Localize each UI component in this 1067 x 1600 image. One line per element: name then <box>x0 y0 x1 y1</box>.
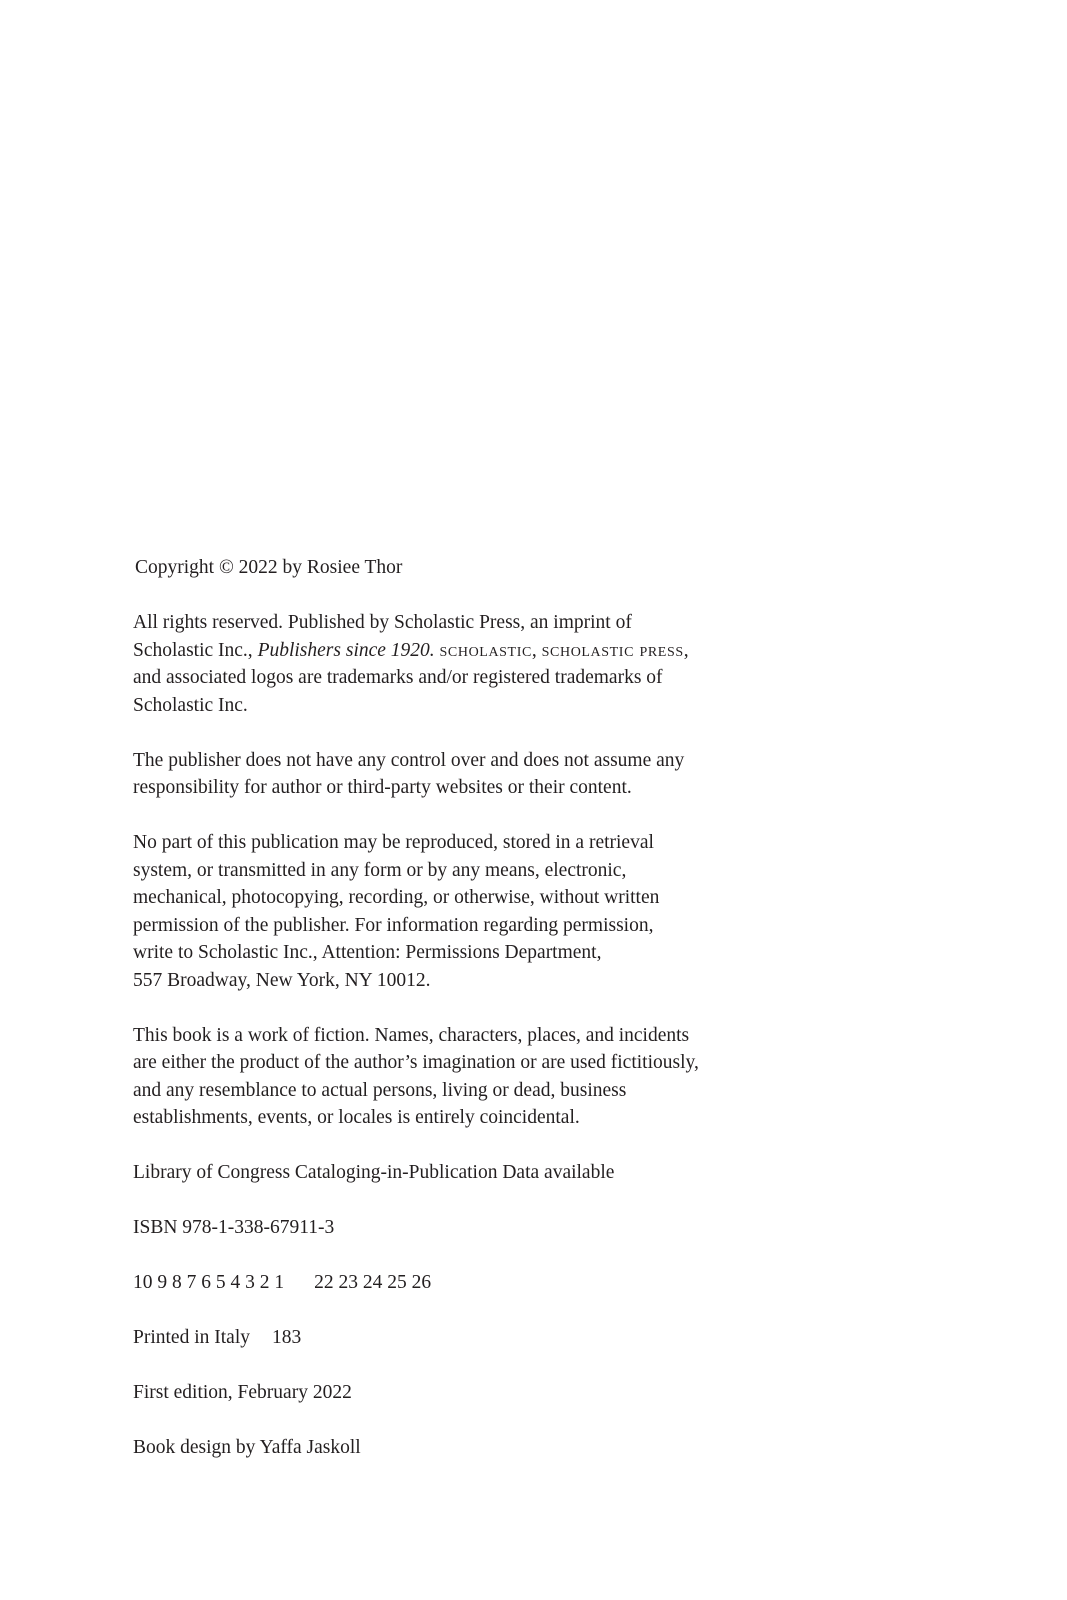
printed-country: Printed in Italy <box>133 1327 250 1348</box>
printing-years: 22 23 24 25 26 <box>314 1272 432 1293</box>
trademark-scholastic: scholastic <box>439 639 532 661</box>
publisher-motto: Publishers since 1920. <box>257 639 435 661</box>
fiction-line2: are either the product of the author’s imagination or are used fictitiously, <box>133 1052 699 1073</box>
reproduction-line3: mechanical, photocopying, recording, or otherwise, without written <box>133 887 660 908</box>
printed-line <box>133 1324 773 1352</box>
reproduction-line1: No part of this publication may be reproduced, stored in a retrieval <box>133 832 654 853</box>
fiction-line4: establishments, events, or locales is entirely coincidental. <box>133 1107 580 1128</box>
reproduction-line4: permission of the publisher. For information regarding permission, <box>133 914 654 936</box>
printing-numbers: 10 9 8 7 6 5 4 3 2 1 <box>133 1272 285 1293</box>
rights-part5: Scholastic Inc. <box>133 694 248 716</box>
rights-part1: All rights reserved. Published by Scholastic Press, an imprint of <box>133 612 632 633</box>
design-line <box>133 1434 773 1462</box>
rights-part4: and associated logos are trademarks and/or registered trademarks of <box>133 667 663 688</box>
rights-part3: , <box>683 639 689 661</box>
copyright-text-block <box>133 554 773 1489</box>
design-credit: Book design by Yaffa Jaskoll <box>133 1437 361 1458</box>
copyright-line <box>135 554 773 582</box>
rights-part2: Scholastic Inc., <box>133 639 253 661</box>
isbn-line <box>133 1214 773 1242</box>
fiction-line1: This book is a work of fiction. Names, characters, places, and incidents <box>133 1024 690 1046</box>
fiction-paragraph <box>133 1022 773 1132</box>
trademark-separator: , <box>531 639 537 661</box>
copyright-line-text: Copyright © 2022 by Rosiee Thor <box>135 557 403 578</box>
edition-line <box>133 1379 773 1407</box>
cataloging-line <box>133 1159 773 1187</box>
edition-text: First edition, February 2022 <box>133 1382 352 1403</box>
reproduction-line5: write to Scholastic Inc., Attention: Permissions Department, <box>133 942 602 963</box>
isbn-text: ISBN 978-1-338-67911-3 <box>133 1217 335 1238</box>
reproduction-line6: 557 Broadway, New York, NY 10012. <box>133 969 431 991</box>
printed-code: 183 <box>271 1327 302 1348</box>
reproduction-paragraph <box>133 829 773 994</box>
printing-line <box>133 1269 773 1297</box>
rights-paragraph <box>133 609 773 719</box>
disclaimer-line1: The publisher does not have any control over and does not assume any <box>133 749 685 771</box>
disclaimer-line2: responsibility for author or third-party websites or their content. <box>133 777 632 798</box>
reproduction-line2: system, or transmitted in any form or by any means, electronic, <box>133 859 627 881</box>
fiction-line3: and any resemblance to actual persons, living or dead, business <box>133 1079 627 1101</box>
cataloging-text: Library of Congress Cataloging-in-Publication Data available <box>133 1162 615 1183</box>
disclaimer-paragraph <box>133 747 773 802</box>
trademark-scholastic-press: scholastic press <box>541 639 684 661</box>
